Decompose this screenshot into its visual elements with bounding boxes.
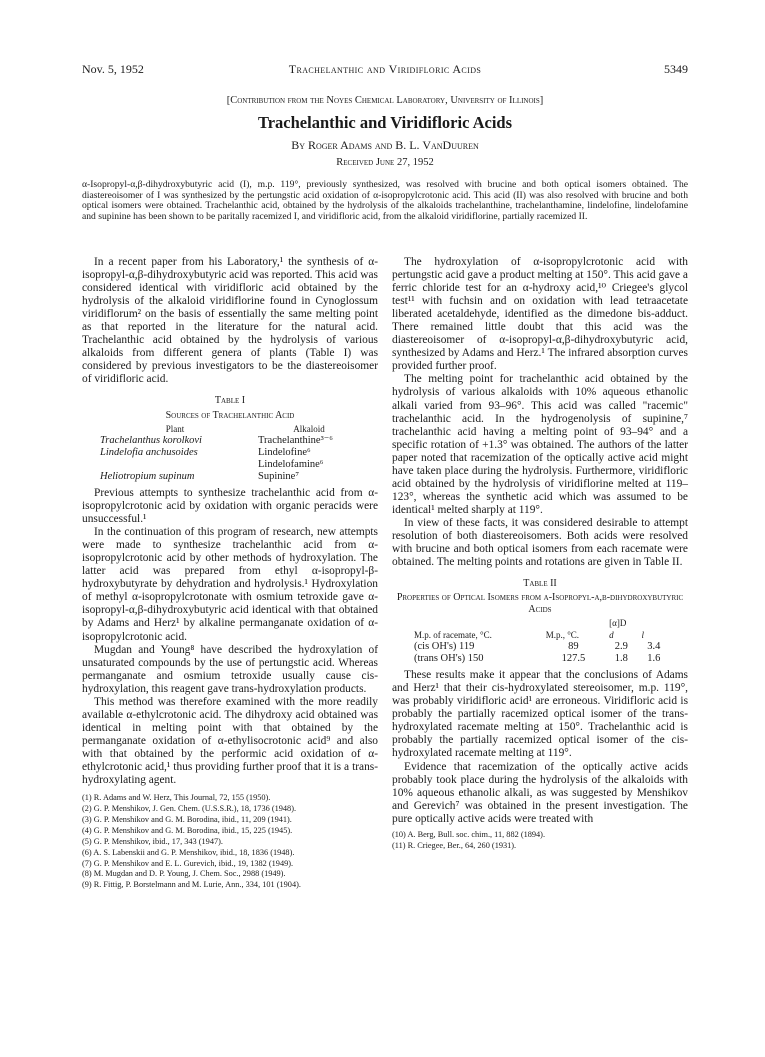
plant-cell: Lindelofia anchusoides [100,447,198,459]
footnote: (8) M. Mugdan and D. P. Young, J. Chem. Soc., 2988 (1949). [82,869,286,879]
footnotes [392,830,688,852]
table-row [96,459,364,471]
footnote: (1) R. Adams and W. Herz, This Journal, 72, 155 (1950). [82,793,271,803]
author-line: By Roger Adams and B. L. VanDuuren [291,138,479,152]
contribution-line: [Contribution from the Noyes Chemical Laboratory, University of Illinois] [226,95,544,106]
alkaloid-cell: Trachelanthine³⁻⁶ [258,435,333,447]
table-caption: Table I [214,395,246,407]
alkaloid-cell: Lindelofamine⁶ [258,459,324,471]
left-column [82,256,378,891]
paragraph: Evidence that racemization of the optically active acids probably took place during the hydrolysis of the alkaloids with 10% aqueous ethanolic alkali, as was suggested by Menshikov and Gerevich⁷ was obtained in the present investigation. The pure optically active acids were treated with [392,760,688,825]
footnote: (9) R. Fittig, P. Borstelmann and M. Lurie, Ann., 334, 101 (1904). [82,880,301,890]
paragraph: Mugdan and Young⁸ have described the hydroxylation of unsaturated compounds by the use of pertungstic acid. Whereas permanganate and osmium tetroxide usually cause cis-hydroxylation, this reagent gave trans-hydroxylation products. [82,643,378,695]
footnote: (11) R. Criegee, Ber., 64, 260 (1931). [392,840,517,850]
table-cell: 1.8 [614,653,628,665]
plant-cell: Heliotropium supinum [100,471,195,483]
footnote: (2) G. P. Menshikov, J. Gen. Chem. (U.S.S.R.), 18, 1736 (1948). [82,804,297,813]
table-title: Properties of Optical Isomers from α-Isopropyl-α,β-dihydroxybutyric Acids [396,592,684,615]
table-header: l [641,630,645,641]
footnote: (7) G. P. Menshikov and E. L. Gurevich, ibid., 19, 1382 (1949). [82,858,294,868]
table-header: M.p. of racemate, °C. [414,630,492,641]
abstract: α-Isopropyl-α,β-dihydroxybutyric acid (I), m.p. 119°, previously synthesized, was resolved with brucine and both optical isomers obtained. The diastereoisomer of I was synthesized by the pertungstic acid oxidation of α-isopropylcrotonic acid. This acid (II) was also resolved with brucine and both optical isomers were obtained. Trachelanthic acid, obtained by the hydrolysis of the alkaloids trachelanthine, trachelanthamine, lindelofine, lindelofamine and supinine has been shown to be paritally racemized I, and viridifloric acid, from the alkaloid viridiflorine, partially racemized II. [82,179,688,223]
paragraph: The hydroxylation of α-isopropylcrotonic acid with pertungstic acid gave a product melting at 150°. This acid gave a ferric chloride test for an α-hydroxy acid,¹⁰ Criegee's glycol test¹¹ with fuchsin and on oxidation with lead tetraacetate liberated acetaldehyde, identified as the dimedone bis-adduct. There remained little doubt that this acid was the diastereoisomer of α-isopropyl-α,β-dihydroxybutyric acid, synthesized by Adams and Herz.¹ The infrared absorption curves provided further proof. [392,256,688,373]
issue-date: Nov. 5, 1952 [82,62,144,76]
alkaloid-cell: Supinine⁷ [258,471,299,483]
table-header: Plant [165,424,185,435]
table-row [410,653,670,665]
table-cell: (trans OH's) 150 [414,653,484,665]
received-date: Received June 27, 1952 [336,157,434,168]
footnote: (6) A. S. Labenskii and G. P. Menshikov, ibid., 18, 1836 (1948). [82,847,295,857]
table-row [96,447,364,459]
paragraph: Previous attempts to synthesize trachelanthic acid from α-isopropylcrotonic acid by oxidation with organic peracids were unsuccessful.¹ [82,487,378,526]
properties-table [410,617,670,665]
table-row [96,435,364,447]
table-cell: (cis OH's) 119 [414,641,475,653]
footnote: (10) A. Berg, Bull. soc. chim., 11, 882 (1894). [392,829,546,839]
table-header: Alkaloid [293,424,325,435]
running-header [82,62,688,78]
plant-cell: Trachelanthus korolkovi [100,435,202,447]
table-row [96,471,364,483]
table-cell: 1.6 [647,653,661,665]
table-cell: 3.4 [647,641,661,653]
table-caption: Table II [523,578,557,590]
table-row [410,641,670,653]
sources-table [96,423,364,483]
footnotes [82,793,378,891]
footnote: (5) G. P. Menshikov, ibid., 17, 343 (1947). [82,836,223,846]
paragraph: The melting point for trachelanthic acid obtained by the hydrolysis of various alkaloids with 10% aqueous ethanolic alkali varied from 93–96°. This acid was called "racemic" trachelanthic acid. In the hydrogenolysis of supinine,⁷ trachelanthic acid having a melting point of 93–94° and a specific rotation of +1.3° was obtained. The authors of the latter paper noted that racemization of the optically active acid might have taken place during the hydrolysis. Furthermore, viridifloric acid obtained by the hydrolysis of viridiflorine melted at 119–123°, whereas the synthetic acid which was assumed to be identical¹ melted sharply at 119°. [392,373,688,516]
table-cell: 127.5 [561,653,586,665]
right-column [392,256,688,852]
table-header: M.p., °C. [545,630,580,641]
page-number: 5349 [664,62,688,76]
table-cell: 89 [568,641,579,653]
running-title: Trachelanthic and Viridifloric Acids [288,62,482,76]
table-title: Sources of Trachelanthic Acid [165,409,295,421]
paragraph: In a recent paper from his Laboratory,¹ the synthesis of α-isopropyl-α,β-dihydroxybutyric acid was reported. This acid was considered identical with viridifloric acid obtained by the hydrolysis of the alkaloid viridiflorine found in Cynoglossum viridiflorum² on the basis of essentially the same melting point as that reported in the literature for the natural acid. Trachelanthic acid obtained by the hydrolysis of various alkaloids from different genera of plants (Table I) was considered by previous investigators to be the diastereoisomer of viridifloric acid. [82,256,378,386]
article-title: Trachelanthic and Viridifloric Acids [257,113,513,132]
paragraph: These results make it appear that the conclusions of Adams and Herz¹ that their cis-hydroxylated stereoisomer, m.p. 119°, was probably viridifloric acid¹ are erroneous. Viridifloric acid is probably the partially racemized optical isomer of the trans-hydroxylated racemate melting at 150°. Trachelanthic acid is probably the partially racemized optical isomer of the cis-hydroxylated racemate melting at 119°. [392,669,688,760]
alkaloid-cell: Lindelofine⁶ [258,447,311,459]
paragraph: This method was therefore examined with the more readily available α-ethylcrotonic acid. The dihydroxy acid obtained was identical in melting point with that obtained by the permanganate oxidation of α-ethylisocrotonic acid⁹ and also with that obtained by the performic acid oxidation of α-ethylcrotonic acid,¹ thus providing further proof that it is a trans-hydroxylating agent. [82,695,378,787]
paragraph: In the continuation of this program of research, new attempts were made to synthesize trachelanthic acid from α-isopropylcrotonic acid by other methods of hydroxylation. The latter acid was prepared from ethyl α-isopropyl-β-hydroxybutyrate by dehydration and hydrolysis.¹ Hydroxylation of methyl α-isopropylcrotonate with osmium tetroxide gave α-isopropyl-α,β-dihydroxybutyric acid identical with that obtained by Adams and Herz¹ by alkaline permanganate oxidation of α-isopropylcrotonic acid. [82,526,378,643]
table-header: d [609,630,614,641]
footnote: (3) G. P. Menshikov and G. M. Borodina, ibid., 11, 209 (1941). [82,814,292,824]
rotation-header: [α]D [609,618,627,629]
footnote: (4) G. P. Menshikov and G. M. Borodina, ibid., 15, 225 (1945). [82,825,293,835]
paragraph: In view of these facts, it was considered desirable to attempt resolution of both diastereoisomers. Both acids were resolved with brucine and both optical isomers from each racemate were obtained. The melting points and rotations are given in Table II. [392,516,688,569]
table-cell: 2.9 [614,641,628,653]
plant-cell [96,459,254,471]
